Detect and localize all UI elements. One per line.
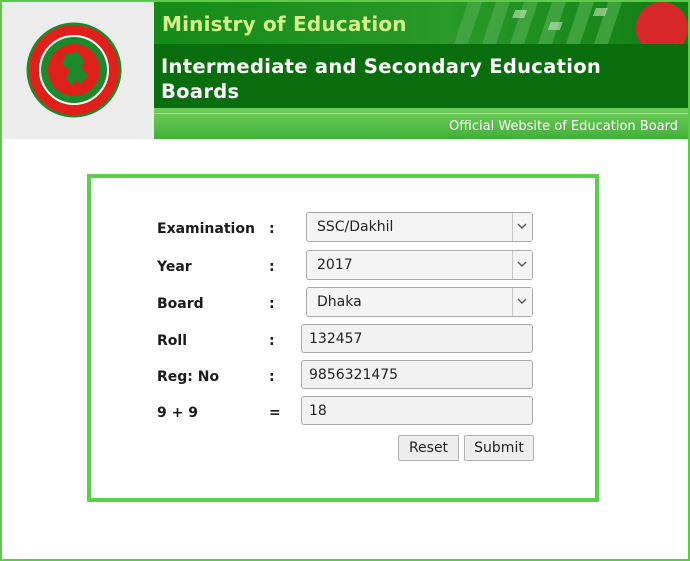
decorative-stripes: [448, 2, 688, 44]
year-label: Year: [157, 259, 192, 275]
examination-separator: :: [269, 221, 275, 237]
chevron-down-icon: [517, 223, 527, 230]
result-form-panel: [87, 174, 599, 502]
roll-separator: :: [269, 333, 275, 349]
board-band: [154, 44, 688, 108]
government-seal-logo: [26, 22, 122, 118]
year-select[interactable]: [306, 250, 533, 280]
chevron-down-icon: [517, 298, 527, 305]
reg-no-value: 9856321475: [309, 367, 399, 383]
year-separator: :: [269, 259, 275, 275]
examination-dropdown-arrow[interactable]: [512, 213, 532, 241]
roll-value: 132457: [309, 331, 363, 347]
board-dropdown-arrow[interactable]: [512, 288, 532, 316]
captcha-answer-input[interactable]: [301, 396, 533, 425]
examination-value: SSC/Dakhil: [317, 219, 394, 235]
year-value: 2017: [317, 257, 353, 273]
header-banner: [154, 2, 688, 139]
captcha-question-label: 9 + 9: [157, 405, 198, 421]
captcha-answer-value: 18: [309, 403, 327, 419]
chevron-down-icon: [517, 261, 527, 268]
reg-no-separator: :: [269, 369, 275, 385]
reg-no-label: Reg: No: [157, 369, 220, 385]
examination-select[interactable]: [306, 212, 533, 242]
year-dropdown-arrow[interactable]: [512, 251, 532, 279]
reset-button[interactable]: Reset: [398, 435, 459, 461]
logo-bottom-text: সরকার: [65, 109, 83, 116]
official-website-text: Official Website of Education Board: [449, 119, 678, 134]
roll-input[interactable]: [301, 324, 533, 353]
board-separator: :: [269, 296, 275, 312]
ministry-bar: [154, 2, 688, 44]
board-label: Board: [157, 296, 204, 312]
reg-no-input[interactable]: [301, 360, 533, 389]
examination-label: Examination: [157, 221, 255, 237]
official-bar: [154, 108, 688, 139]
roll-label: Roll: [157, 333, 187, 349]
captcha-separator: =: [269, 405, 281, 421]
board-select[interactable]: [306, 287, 533, 317]
logo-box: [2, 2, 154, 139]
board-value: Dhaka: [317, 294, 362, 310]
ministry-title: Ministry of Education: [162, 12, 407, 36]
board-title-line1: Intermediate and Secondary Education Boards: [161, 55, 602, 103]
submit-button[interactable]: Submit: [464, 435, 534, 461]
site-header: [2, 2, 688, 139]
